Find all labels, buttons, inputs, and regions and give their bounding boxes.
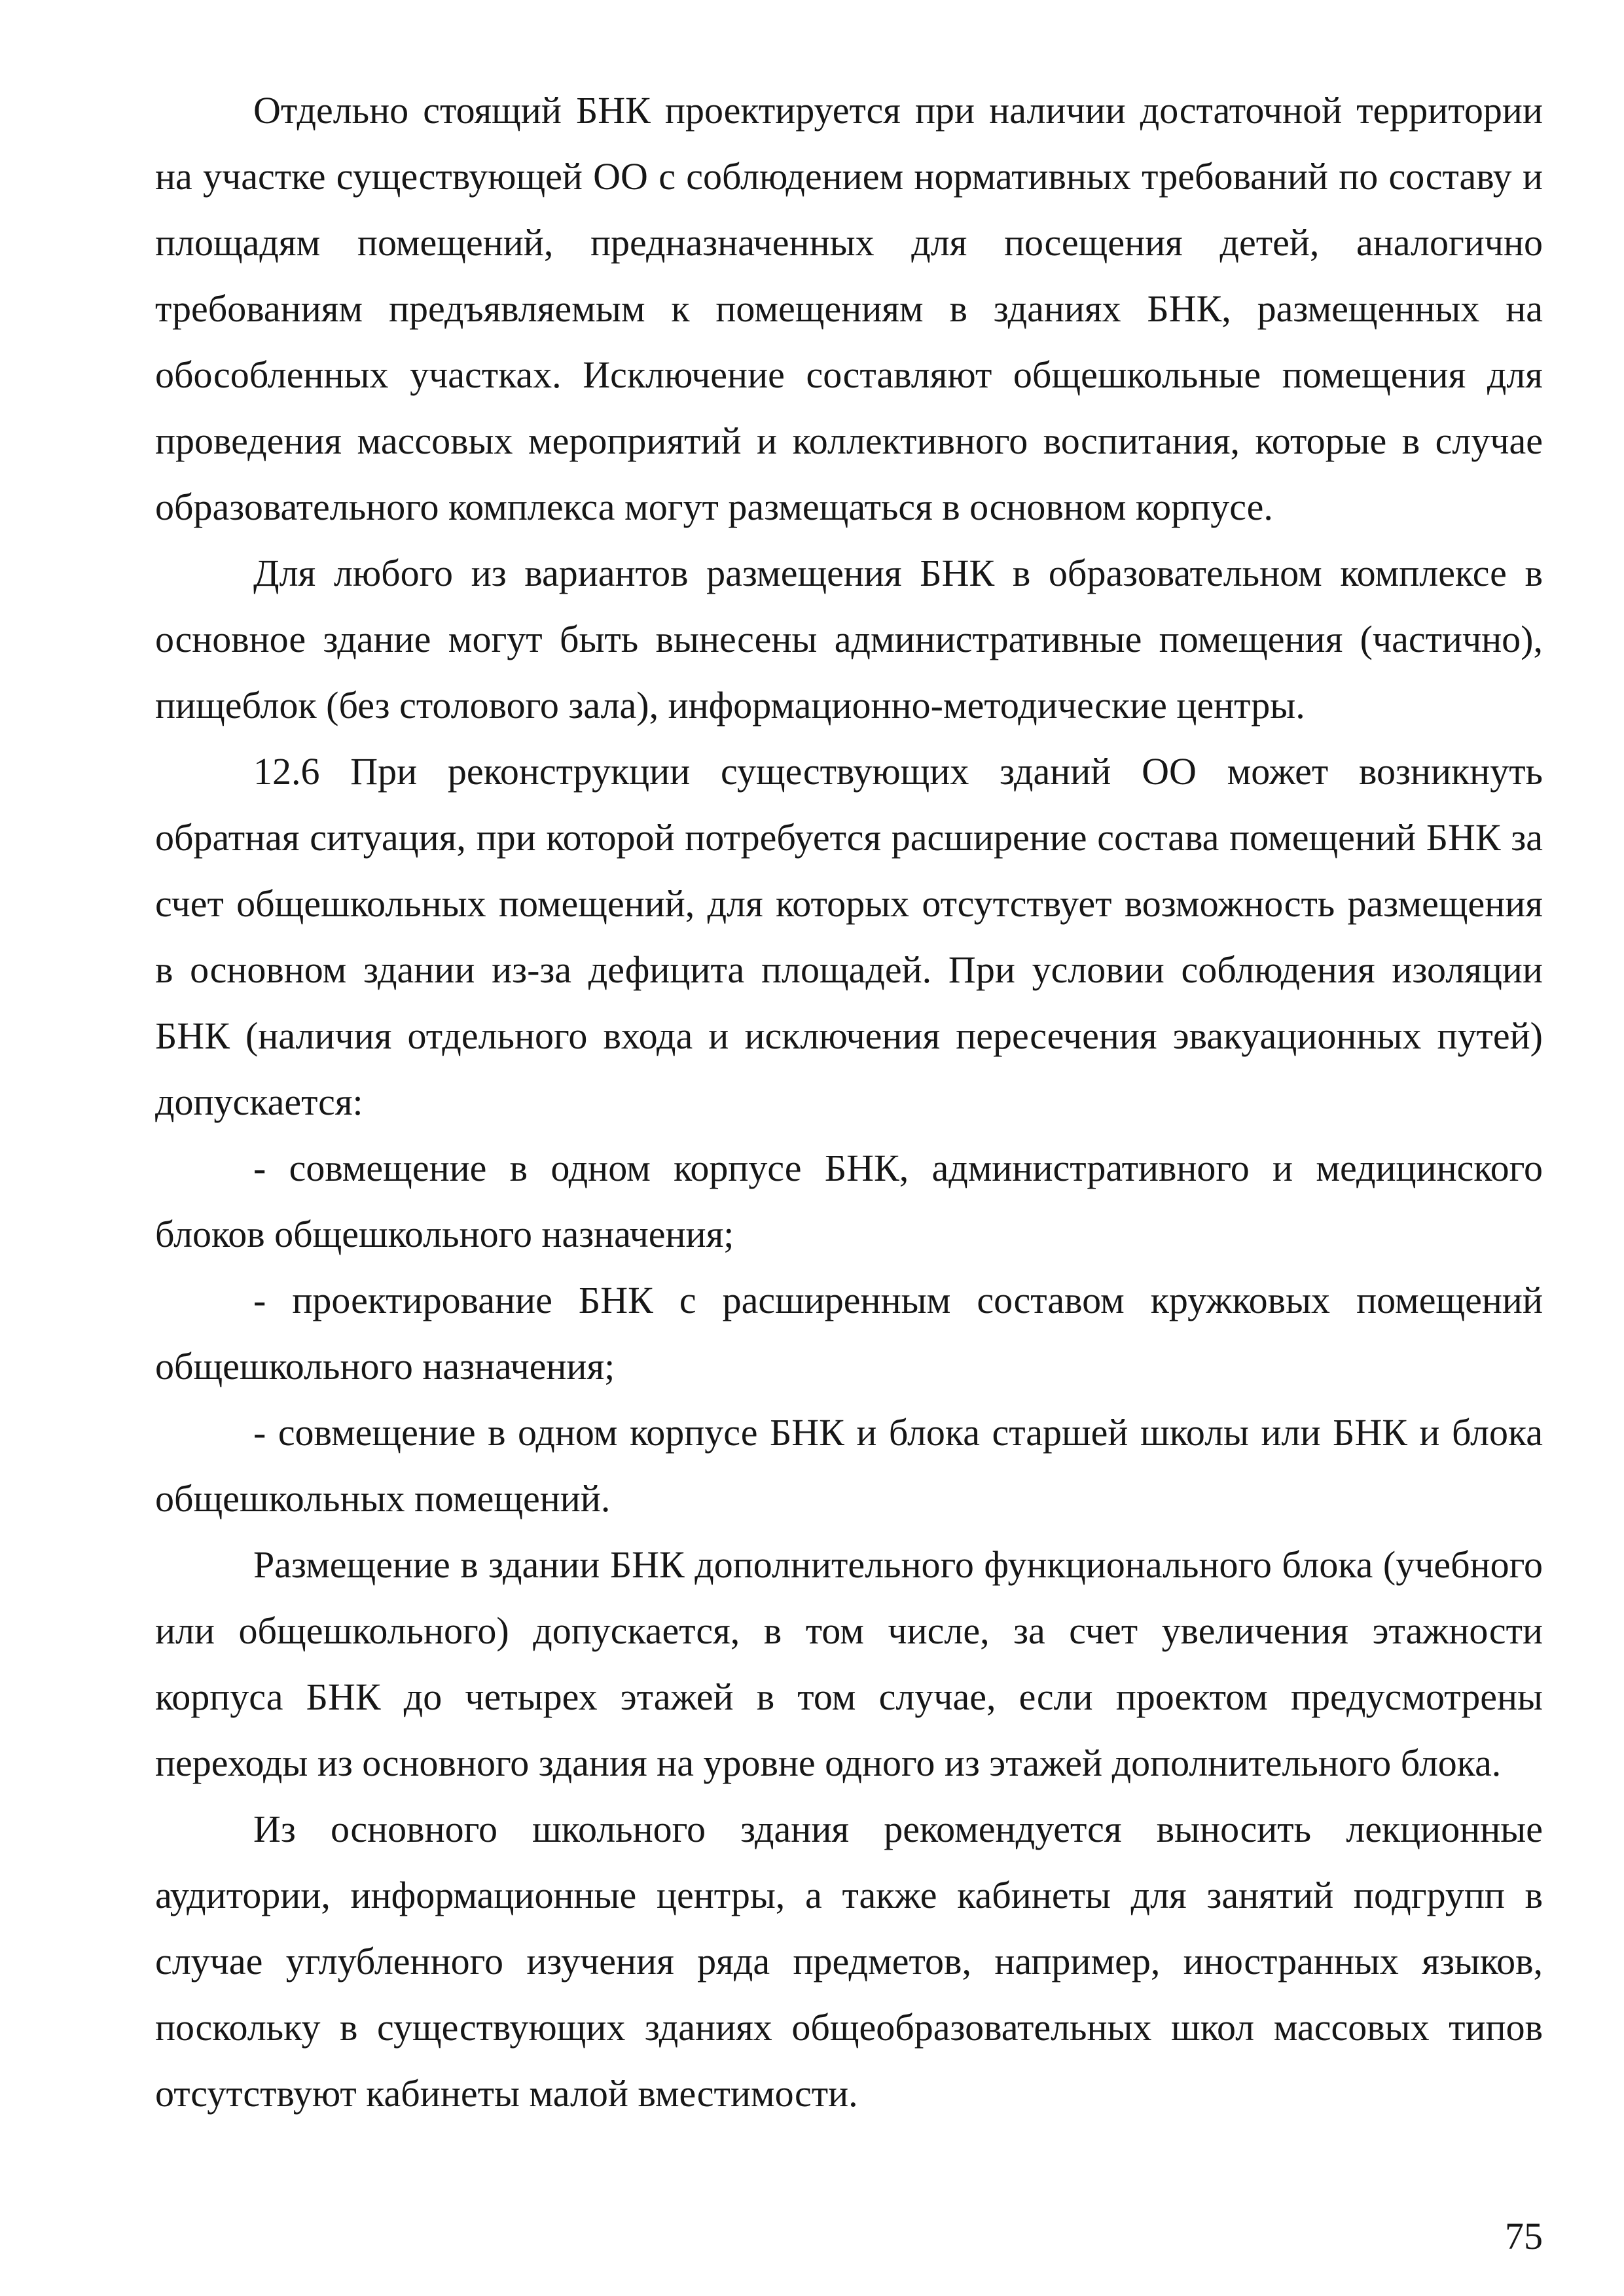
page-number: 75 xyxy=(1505,2215,1543,2257)
paragraph-section-12-6: 12.6 При реконструкции существующих зданий ОО может возникнуть обратная ситуация, при которой потребуется расширение состава помещений БНК за счет общешкольных помещений, для которых отсутствует возможность размещения в основном здании из-за дефицита площадей. При условии соблюдения изоляции БНК (наличия отдельного входа и исключения пересечения эвакуационных путей) допускается: xyxy=(155,750,1543,1123)
paragraph-additional-block: Размещение в здании БНК дополнительного функционального блока (учебного или общешкольного) допускается, в том числе, за счет увеличения этажности корпуса БНК до четырех этажей в том случае, если проектом предусмотрены переходы из основного здания на уровне одного из этажей дополнительного блока. xyxy=(155,1543,1543,1784)
document-body xyxy=(155,77,1543,2126)
list-item-extended-club-rooms: - проектирование БНК с расширенным составом кружковых помещений общешкольного назначения; xyxy=(155,1279,1543,1388)
list-item-combined-admin-medical: - совмещение в одном корпусе БНК, административного и медицинского блоков общешкольного назначения; xyxy=(155,1147,1543,1255)
paragraph-lecture-rooms: Из основного школьного здания рекомендуется выносить лекционные аудитории, информационные центры, а также кабинеты для занятий подгрупп в случае углубленного изучения ряда предметов, например, иностранных языков, поскольку в существующих зданиях общеобразовательных школ массовых типов отсутствуют кабинеты малой вместимости. xyxy=(155,1808,1543,2115)
paragraph-placement-options: Для любого из вариантов размещения БНК в образовательном комплексе в основное здание могут быть вынесены административные помещения (частично), пищеблок (без столового зала), информационно-методические центры. xyxy=(155,552,1543,726)
paragraph-detached-bnk: Отдельно стоящий БНК проектируется при наличии достаточной территории на участке существующей ОО с соблюдением нормативных требований по составу и площадям помещений, предназначенных для посещения детей, аналогично требованиям предъявляемым к помещениям в зданиях БНК, размещенных на обособленных участках. Исключение составляют общешкольные помещения для проведения массовых мероприятий и коллективного воспитания, которые в случае образовательного комплекса могут размещаться в основном корпусе. xyxy=(155,89,1543,528)
list-item-combined-senior-school: - совмещение в одном корпусе БНК и блока старшей школы или БНК и блока общешкольных помещений. xyxy=(155,1411,1543,1520)
